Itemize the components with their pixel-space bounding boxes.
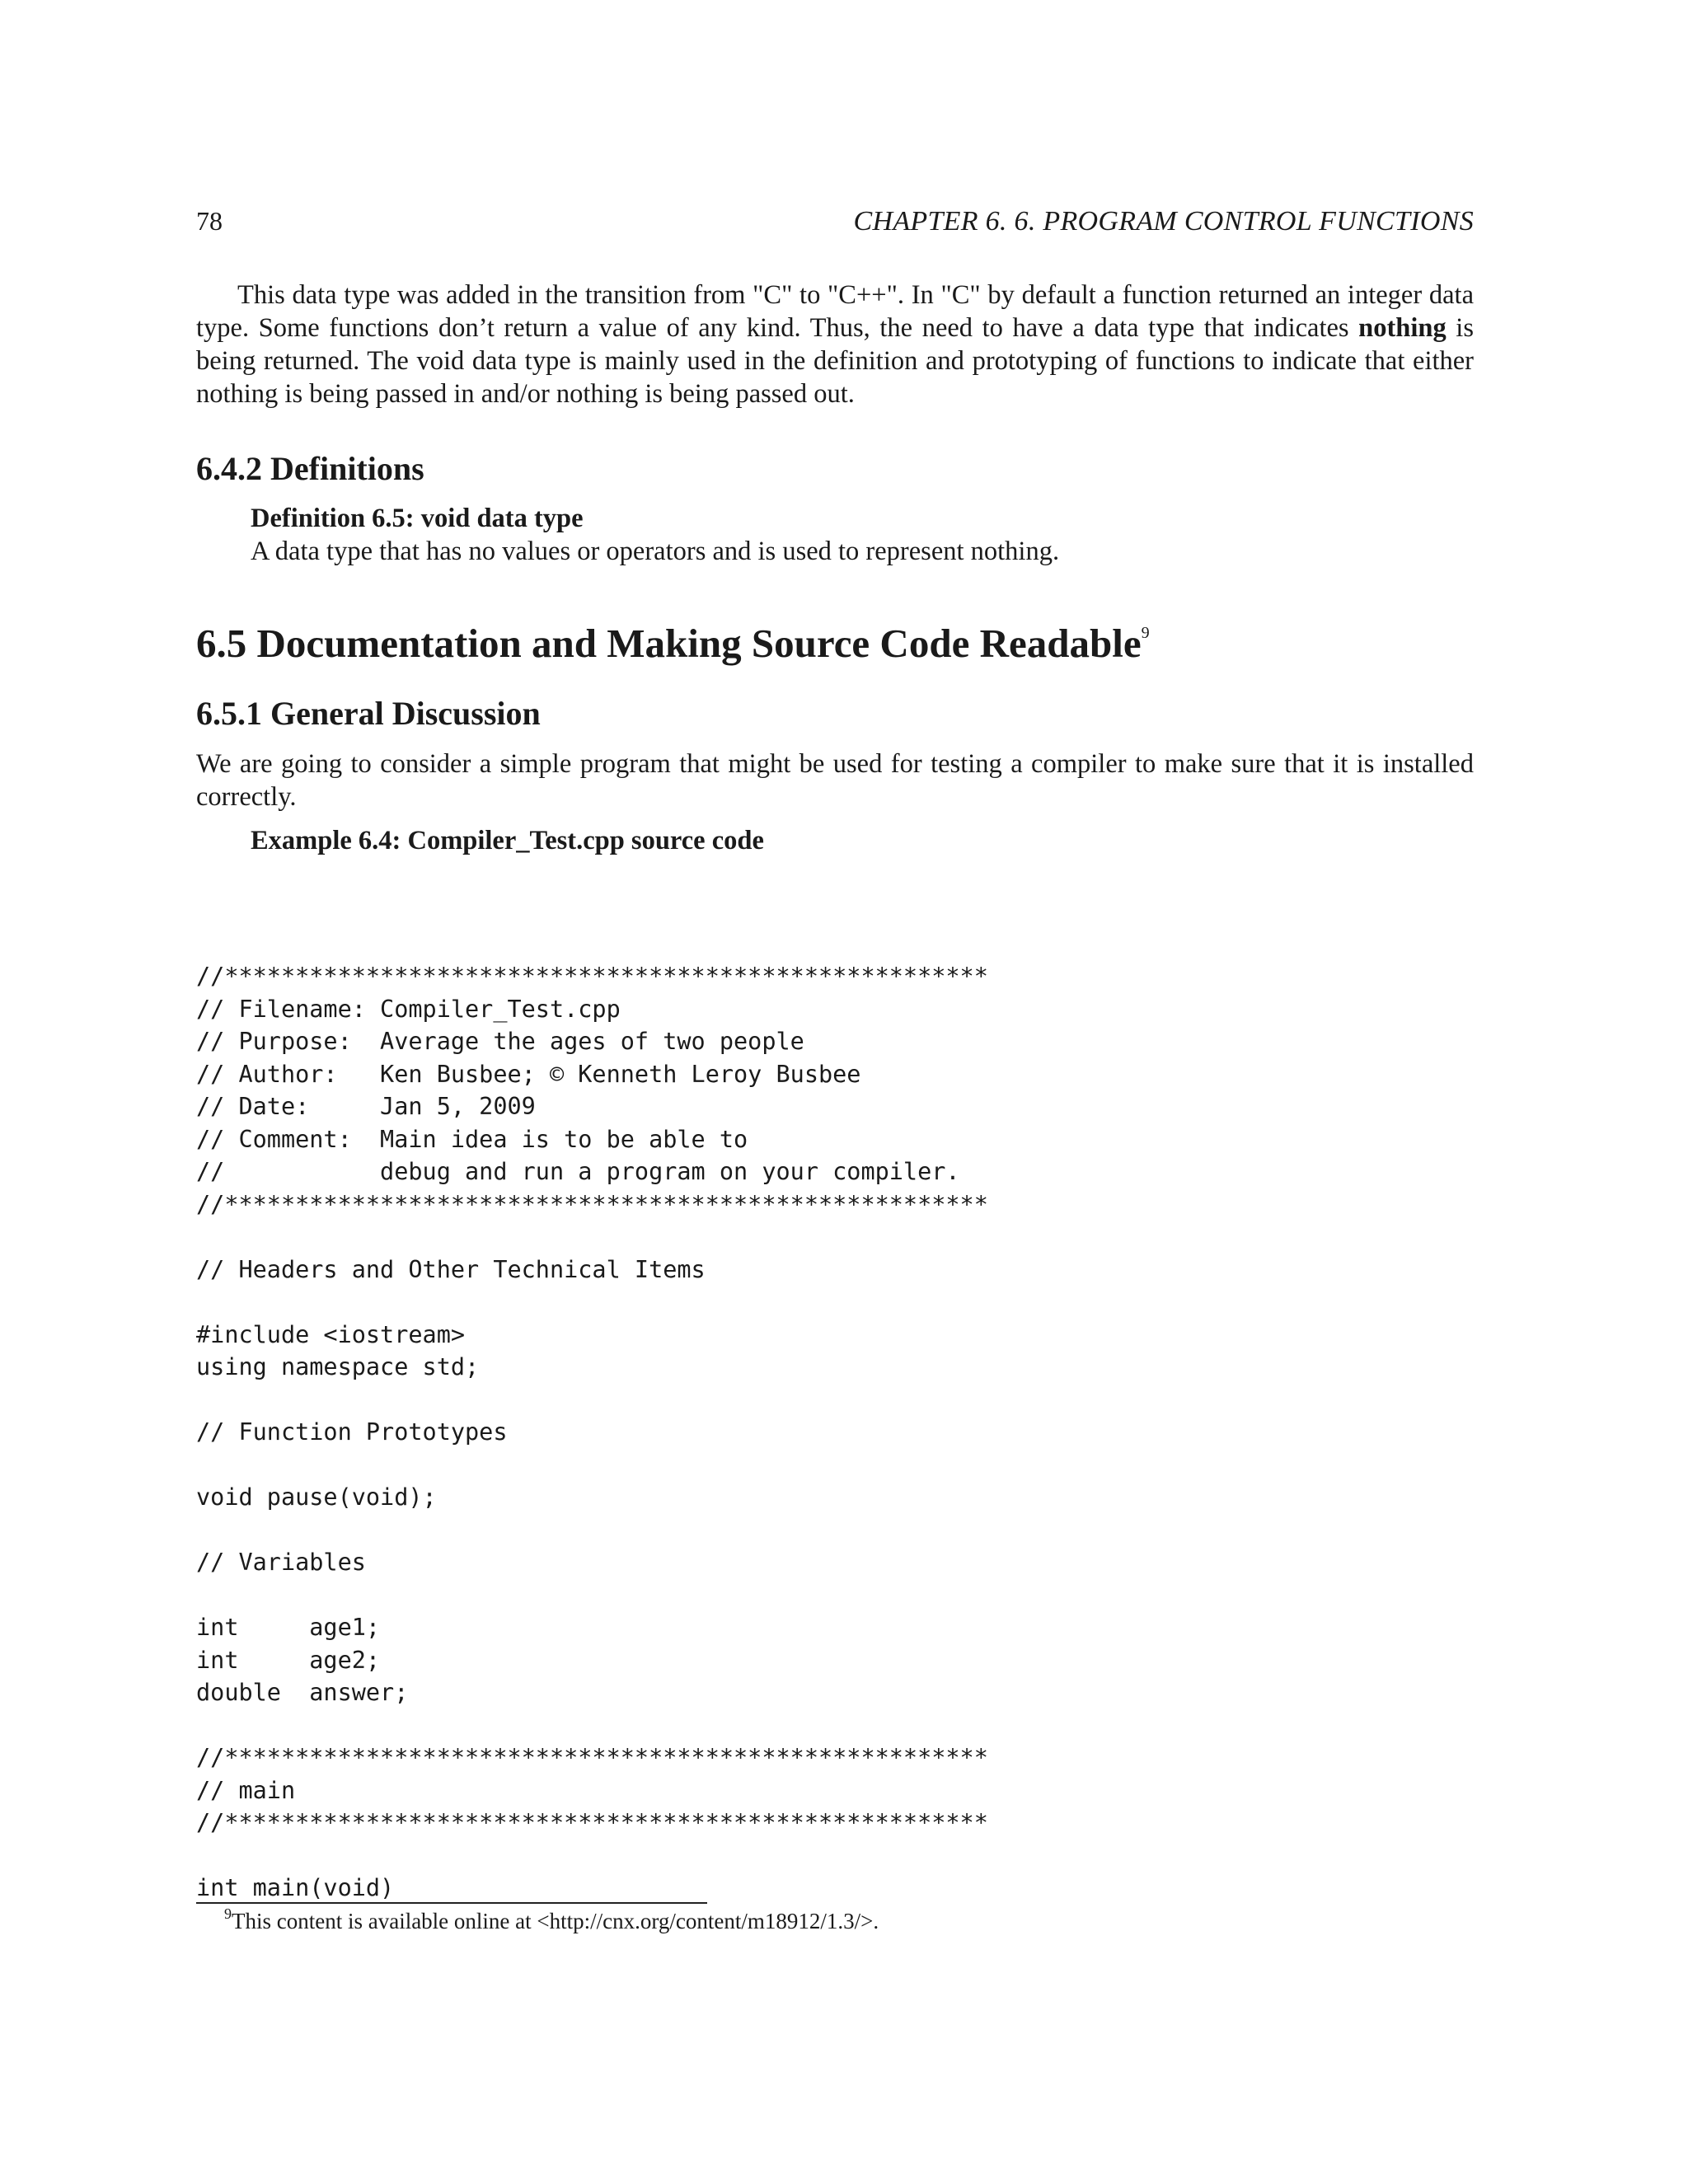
code-line: // main — [196, 1776, 296, 1804]
code-line: // Purpose: Average the ages of two people — [196, 1028, 804, 1055]
code-line: // Comment: Main idea is to be able to — [196, 1125, 748, 1153]
footnote-divider — [196, 1902, 707, 1904]
intro-bold-word: nothing — [1358, 313, 1447, 343]
code-line: //****************************************************** — [196, 1190, 988, 1218]
code-line: double answer; — [196, 1679, 409, 1706]
footnote-number: 9 — [224, 1905, 232, 1922]
definition-title: Definition 6.5: void data type — [251, 504, 584, 533]
code-line: //****************************************************** — [196, 963, 988, 990]
intro-text-1: This data type was added in the transition from "C" to "C++". In "C" by default a function returned an integer data type. Some functions don’t return a value of any kind. Thus, the need to have a data type that indicates — [196, 280, 1474, 343]
heading-section-6-5 — [196, 620, 1150, 667]
code-line: // Date: Jan 5, 2009 — [196, 1093, 536, 1120]
code-line — [196, 1286, 988, 1319]
general-discussion-paragraph: We are going to consider a simple program that might be used for testing a compiler to make sure that it is installed correctly. — [196, 749, 1474, 812]
code-line — [196, 1449, 988, 1482]
code-line: int main(void) — [196, 1874, 395, 1901]
code-line — [196, 1709, 988, 1742]
code-listing — [196, 960, 988, 1905]
code-line: //****************************************************** — [196, 1809, 988, 1836]
code-line: int age1; — [196, 1614, 381, 1641]
code-line — [196, 1384, 988, 1417]
example-title: Example 6.4: Compiler_Test.cpp source code — [251, 826, 764, 855]
heading-general-discussion: 6.5.1 General Discussion — [196, 695, 541, 732]
code-line — [196, 1221, 988, 1254]
code-line: #include <iostream> — [196, 1320, 466, 1348]
footnote-text: This content is available online at <http://cnx.org/content/m18912/1.3/>. — [232, 1909, 879, 1933]
intro-text-2: is being returned. The void data type is mainly used in the definition and prototyping of functions to indicate that either nothing is being passed in and/or nothing is being passed out. — [196, 313, 1474, 409]
code-line: int age2; — [196, 1646, 381, 1674]
code-line — [196, 1579, 988, 1612]
code-line: // Headers and Other Technical Items — [196, 1255, 706, 1283]
intro-paragraph — [196, 279, 1474, 410]
heading-definitions: 6.4.2 Definitions — [196, 450, 424, 487]
page-number: 78 — [196, 206, 223, 236]
code-line: // Filename: Compiler_Test.cpp — [196, 995, 621, 1023]
code-line: void pause(void); — [196, 1483, 437, 1511]
code-line: // Variables — [196, 1549, 366, 1576]
section-heading-text: 6.5 Documentation and Making Source Code Readable — [196, 621, 1142, 666]
code-line: using namespace std; — [196, 1353, 480, 1380]
definition-text: A data type that has no values or operators and is used to represent nothing. — [251, 537, 1060, 566]
code-line — [196, 1514, 988, 1547]
footnote — [224, 1907, 879, 1934]
code-line: // debug and run a program on your compiler. — [196, 1158, 960, 1185]
running-header-chapter: CHAPTER 6. 6. PROGRAM CONTROL FUNCTIONS — [853, 206, 1474, 237]
code-line: //****************************************************** — [196, 1744, 988, 1771]
code-line — [196, 1840, 988, 1872]
code-line: // Function Prototypes — [196, 1418, 508, 1446]
footnote-marker[interactable]: 9 — [1141, 623, 1150, 642]
code-line: // Author: Ken Busbee; © Kenneth Leroy Busbee — [196, 1060, 861, 1088]
